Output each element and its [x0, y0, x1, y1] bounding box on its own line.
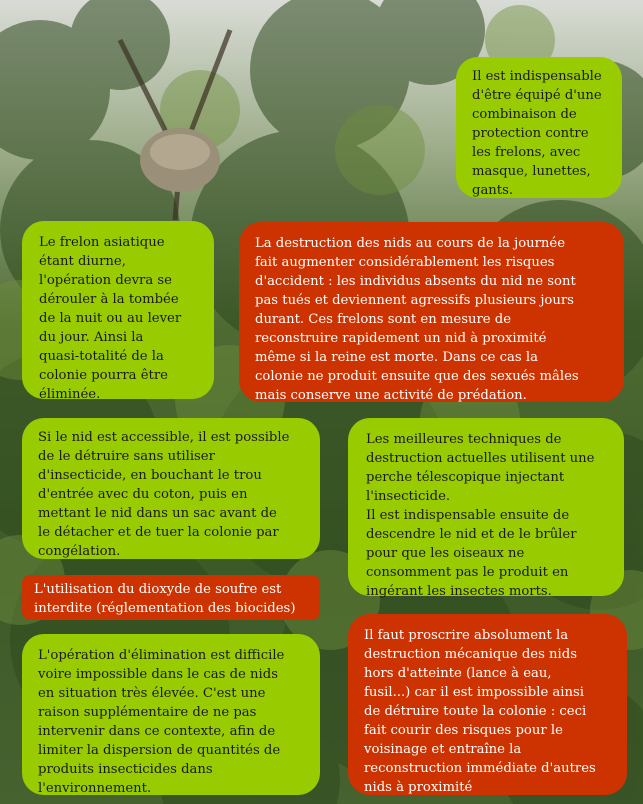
- info-box-mechanical: [348, 614, 627, 795]
- info-text-accessible-nest: Si le nid est accessible, il est possible de le détruire sans utiliser d'insecticide, en bouchant le trou d'entrée avec du coton, puis en mettant le nid dans un sac avant de le détacher et de tuer la colonie par congélation.: [38, 430, 290, 559]
- info-text-high-nests: L'opération d'élimination est difficile voire impossible dans le cas de nids en situation très élevée. C'est une raison supplémentaire de ne pas intervenir dans ce contexte, afin de limiter la dispersion de quantités de produits insecticides dans l'environnement.: [38, 648, 285, 796]
- info-box-high-nests: [22, 634, 320, 795]
- info-text-best-techniques: Les meilleures techniques de destruction actuelles utilisent une perche télescopique injectant l'insecticide. Il est indispensable ensuite de descendre le nid et de le brûler pour que les oiseaux ne consomment pas le produit en ingérant les insectes morts.: [366, 432, 595, 599]
- info-text-sulfur-dioxide: L'utilisation du dioxyde de soufre est interdite (réglementation des biocides): [34, 582, 296, 616]
- info-box-sulfur-dioxide: [22, 575, 320, 620]
- hornet-nest-shape: [140, 128, 220, 192]
- info-text-mechanical: Il faut proscrire absolument la destruction mécanique des nids hors d'atteinte (lance à eau, fusil...) car il est impossible ainsi de détruire toute la colonie : ceci fait courir des risques pour le voisinage et entraîne la reconstruction immédiate d'autres nids à proximité: [364, 628, 596, 795]
- info-box-protection: [456, 57, 622, 198]
- info-text-timing: Le frelon asiatique étant diurne, l'opération devra se dérouler à la tombée de la nuit ou au lever du jour. Ainsi la quasi-totalité de la colonie pourra être éliminée.: [39, 235, 182, 402]
- info-box-accessible-nest: [22, 418, 320, 559]
- info-text-daytime-risk: La destruction des nids au cours de la journée fait augmenter considérablement les risques d'accident : les individus absents du nid ne sont pas tués et deviennent agressifs plusieurs jours durant. Ces frelons sont en mesure de reconstruire rapidement un nid à proximité même si la reine est morte. Dans ce cas la colonie ne produit ensuite que des sexués mâles mais conserve une activité de prédation.: [255, 236, 579, 403]
- info-box-timing: [22, 221, 214, 402]
- info-box-daytime-risk: [239, 222, 624, 402]
- info-box-best-techniques: [348, 418, 624, 599]
- info-text-protection: Il est indispensable d'être équipé d'une combinaison de protection contre les frelons, avec masque, lunettes, gants.: [472, 69, 602, 198]
